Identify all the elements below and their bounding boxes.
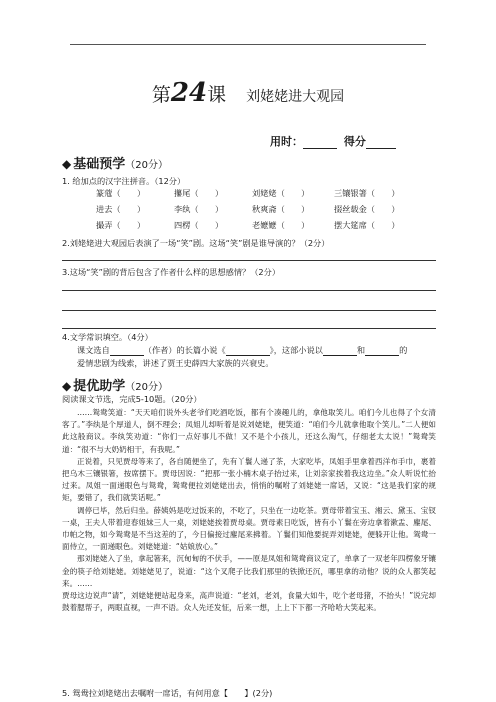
pinyin-item[interactable]: 篆蔻（ ）	[96, 188, 146, 198]
author-blank[interactable]	[110, 355, 144, 356]
section-basic-points: （20分）	[125, 160, 168, 171]
diamond-icon: ◆	[62, 157, 72, 171]
section-advanced-points: （20分）	[125, 382, 168, 393]
pinyin-item[interactable]: 李纨（ ）	[174, 204, 224, 214]
answer-line[interactable]	[62, 310, 436, 311]
question-1: 1. 给加点的汉字注拼音。（12分）	[62, 176, 186, 186]
question-5: 5. 鸳鸯拉刘姥姥出去嘱咐一席话，有何用意【 】(2分)	[62, 688, 273, 698]
question-4-fill-line: 课文选自 （作者）的长篇小说《 》，这部小说以 和 的	[77, 345, 408, 355]
time-score-line	[270, 133, 396, 149]
answer-line[interactable]	[62, 260, 436, 261]
answer-line[interactable]	[62, 290, 436, 291]
answer-line[interactable]	[62, 328, 436, 329]
novel-blank[interactable]	[226, 355, 270, 356]
pinyin-item[interactable]: 四楞（ ）	[174, 220, 224, 230]
pinyin-item[interactable]: 撮弄（ ）	[96, 220, 146, 230]
question-3: 3.这场“笑”剧的背后包含了作者什么样的思想感情？（2分）	[62, 267, 281, 277]
pinyin-item[interactable]: 老嬷嬷（ ）	[252, 220, 310, 230]
lesson-number: 24	[170, 78, 208, 108]
section-basic-heading	[62, 153, 168, 172]
section-advanced-heading	[62, 375, 168, 394]
reading-intro: 阅读课文节选，完成5-10题。（20分）	[62, 394, 202, 404]
time-blank[interactable]	[303, 148, 337, 149]
question-4-line2: 爱情悲剧为线索，讲述了贾王史薛四大家族的兴衰史。	[77, 358, 274, 368]
pinyin-item[interactable]: 进去（ ）	[96, 204, 146, 214]
person-blank-2[interactable]	[365, 355, 399, 356]
lesson-suffix: 课	[207, 84, 227, 106]
pinyin-item[interactable]: 摆大筵席（ ）	[334, 220, 400, 230]
section-basic-title: 基础预学	[73, 157, 126, 172]
pinyin-item[interactable]: 秋爽斋（ ）	[252, 204, 310, 214]
question-4: 4.文学常识填空。（4分）	[62, 332, 153, 342]
score-blank[interactable]	[366, 148, 396, 149]
question-2: 2.刘姥姥进大观园后表演了一场“笑”剧。这场“笑”剧是谁导演的？（2分）	[62, 238, 330, 248]
lesson-prefix: 第	[151, 84, 171, 106]
pinyin-item[interactable]: 掇丝载金（ ）	[334, 204, 400, 214]
passage-paragraph: 贾母这边说声“请”，刘姥姥便站起身来，高声说道：“老刘，老刘，食量大如牛，吃个老母猪，不抬头！”说完却鼓着腮帮子，两眼直视，一声不语。众人先还发怔，后来一想，上上下下都一齐哈哈大笑起来。	[62, 591, 436, 613]
pinyin-item[interactable]: 攥尾（ ）	[174, 188, 224, 198]
lesson-name: 刘姥姥进大观园	[246, 89, 345, 105]
passage-paragraph: 那刘姥姥入了坐，拿起箸来，沉甸甸的不伏手，——原是凤姐和鸳鸯商议定了，单拿了一双老年四楞象牙镶金的筷子给刘姥姥。刘姥姥见了，说道：“这个叉爬子比我们那里的铁掀还沉，哪里拿的动他？说的众人都笑起来。……	[62, 554, 436, 588]
pinyin-item[interactable]: 三镶银箸（ ）	[334, 188, 400, 198]
pinyin-item[interactable]: 刘姥姥（ ）	[252, 188, 310, 198]
time-label: 用时：	[270, 135, 303, 148]
passage-paragraph: 正说着，只见贾母等来了，各自随便坐了，先有丫鬟人递了茶，大家吃毕，凤姐手里拿着西洋布手巾，裹着把乌木三镶银箸，按席摆下。贾母因说：“把那一张小楠木桌子抬过来，让刘亲家挨着我这边坐。”众人听说忙抬过来。凤姐一面递眼色与鸳鸯，鸳鸯便拉刘姥姥出去，悄悄的嘱咐了刘姥姥一席话，又说：“这是我们家的规矩，要错了，我们就笑话呢。”	[62, 456, 436, 503]
person-blank-1[interactable]	[323, 355, 357, 356]
lesson-title	[0, 78, 496, 108]
passage-paragraph: ……鸳鸯笑道：“天天咱们说外头老爷们吃酒吃饭，都有个凑趣儿的，拿他取笑儿。咱们今儿也得了个女清客了。”李纨是个厚道人，倒不理会；凤姐儿却听着是说刘姥姥，便笑道：“咱们今儿就拿他取个笑儿。”二人便如此这般商议。李纨笑劝道：“你们一点好事儿不做！又不是个小孩儿，还这么淘气，仔细老太太说！”鸳鸯笑道：“很不与大奶奶相干，有我呢。”	[62, 408, 436, 454]
passage-paragraph: 调停已毕，然后归坐。薛姨妈是吃过饭来的，不吃了，只坐在一边吃茶。贾母带着宝玉、湘云、黛玉、宝钗一桌，王夫人带着迎春姐妹三人一桌，刘姥姥挨着贾母桌。贾母素日吃饭，皆有小丫鬟在旁边拿着漱盂、麈尾、巾帕之物，如今鸳鸯是不当这差的了，今日偏接过麈尾来拂着。丫鬟们知他要捉弄刘姥姥，便躲开让他。鸳鸯一面侍立，一面递眼色。刘姥姥道：“姑娘放心。”	[62, 505, 436, 552]
diamond-icon: ◆	[62, 379, 72, 393]
score-label: 得分	[343, 135, 366, 148]
reading-passage	[62, 407, 436, 614]
header-rule	[70, 44, 426, 45]
section-advanced-title: 提优助学	[73, 379, 126, 394]
